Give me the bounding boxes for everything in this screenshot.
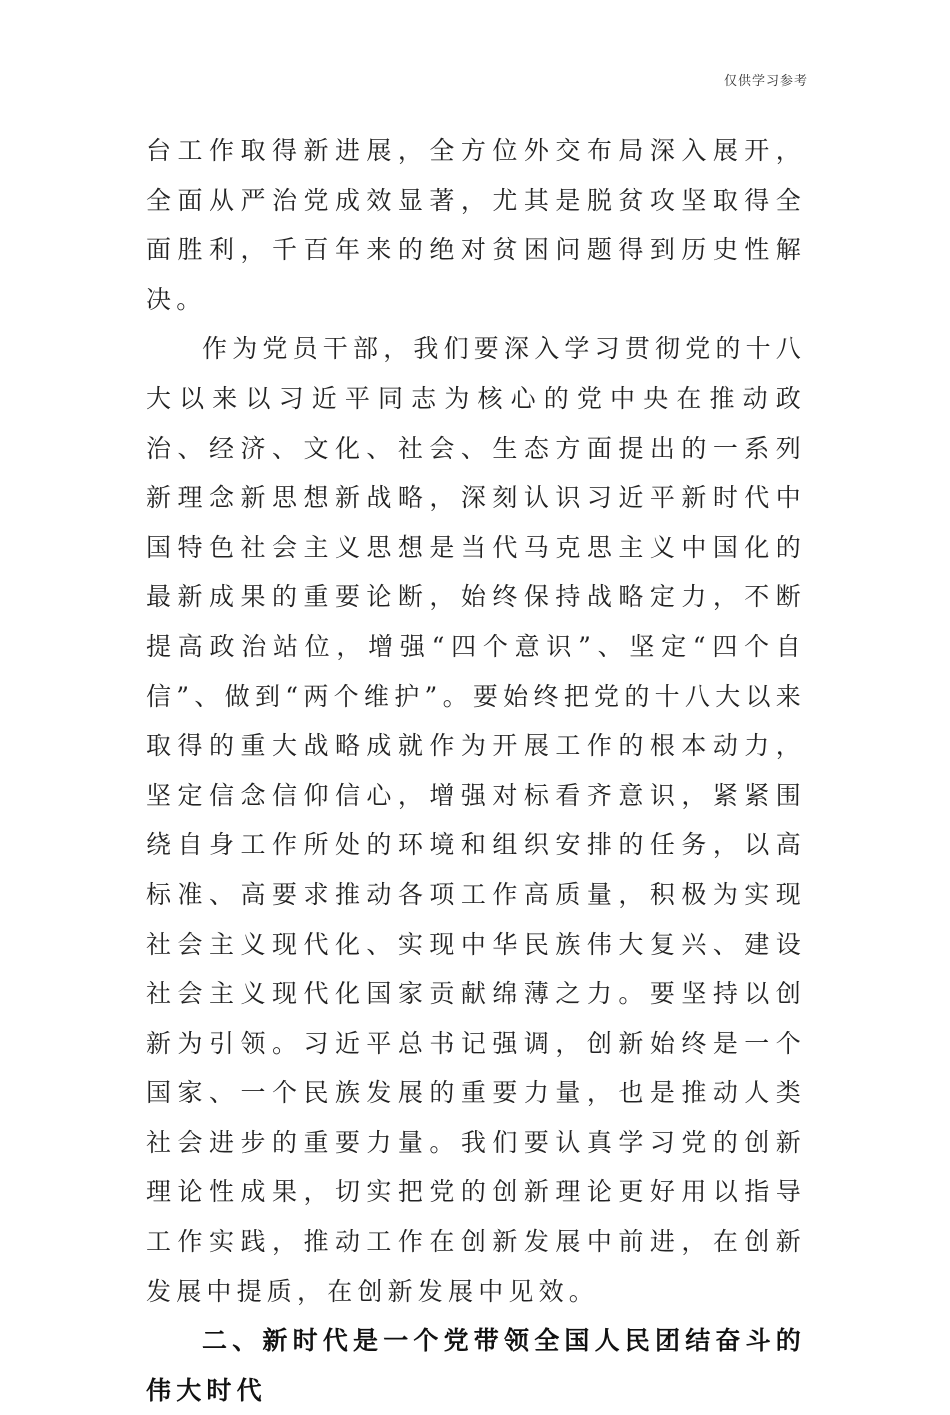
- paragraph-body: 作为党员干部，我们要深入学习贯彻党的十八大以来以习近平同志为核心的党中央在推动政治、经济、文化、社会、生态方面提出的一系列新理念新思想新战略，深刻认识习近平新时代中国特色社会主义思想是当代马克思主义中国化的最新成果的重要论断，始终保持战略定力，不断提高政治站位，增强“四个意识”、坚定“四个自信”、做到“两个维护”。要始终把党的十八大以来取得的重大战略成就作为开展工作的根本动力，坚定信念信仰信心，增强对标看齐意识，紧紧围绕自身工作所处的环境和组织安排的任务，以高标准、高要求推动各项工作高质量，积极为实现社会主义现代化、实现中华民族伟大复兴、建设社会主义现代化国家贡献绵薄之力。要坚持以创新为引领。习近平总书记强调，创新始终是一个国家、一个民族发展的重要力量，也是推动人类社会进步的重要力量。我们要认真学习党的创新理论性成果，切实把党的创新理论更好用以指导工作实践，推动工作在创新发展中前进，在创新发展中提质，在创新发展中见效。: [146, 334, 807, 1306]
- section-heading: 二、新时代是一个党带领全国人民团结奋斗的伟大时代: [146, 1326, 807, 1405]
- header-note: 仅供学习参考: [723, 74, 808, 89]
- document-body: [146, 126, 806, 1415]
- paragraph-continuation: 台工作取得新进展，全方位外交布局深入展开，全面从严治党成效显著，尤其是脱贫攻坚取得全面胜利，千百年来的绝对贫困问题得到历史性解决。: [146, 136, 806, 314]
